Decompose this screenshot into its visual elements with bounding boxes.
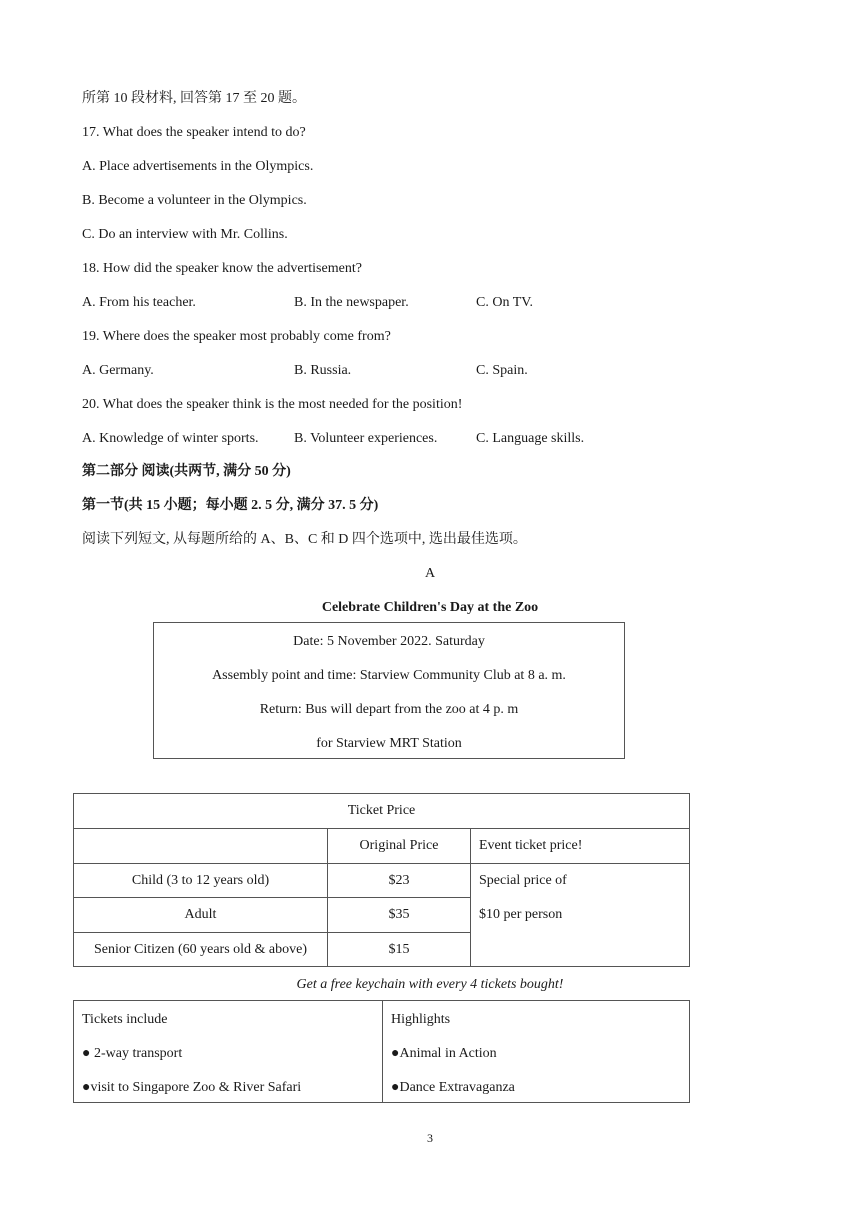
question-19-option-b: B. Russia. [294,363,352,378]
special-price-line1: Special price of [479,873,567,888]
question-17-option-c: C. Do an interview with Mr. Collins. [82,227,288,242]
tickets-include-cell [74,1001,383,1103]
question-17-option-a: A. Place advertisements in the Olympics. [82,159,314,174]
passage-label: A [424,566,436,581]
reading-instruction: 阅读下列短文, 从每题所给的 A、B、C 和 D 四个选项中, 选出最佳选项。 [82,532,527,547]
question-17-option-b: B. Become a volunteer in the Olympics. [82,193,307,208]
question-17-stem: 17. What does the speaker intend to do? [82,125,306,140]
special-price-line2: $10 per person [479,907,563,922]
promo-text: Get a free keychain with every 4 tickets bought! [296,977,564,992]
event-title: Celebrate Children's Day at the Zoo [321,600,539,615]
original-price-header: Original Price [328,829,471,864]
question-20-option-c: C. Language skills. [476,431,585,446]
ticket-table-title: Ticket Price [74,794,690,829]
question-18-option-a: A. From his teacher. [82,295,196,310]
row-label-child: Child (3 to 12 years old) [74,864,328,898]
part2-heading: 第二部分 阅读(共两节, 满分 50 分) [82,464,291,479]
price-senior: $15 [328,933,471,967]
page-number: 3 [427,1131,433,1145]
highlights-cell [383,1001,690,1103]
event-return-destination: for Starview MRT Station [316,736,462,751]
ticket-table-corner [74,829,328,864]
event-assembly: Assembly point and time: Starview Community Club at 8 a. m. [212,668,566,683]
highlight-item: ●Animal in Action [391,1046,497,1061]
special-price-cell [471,864,690,967]
question-19-option-c: C. Spain. [476,363,528,378]
question-18-stem: 18. How did the speaker know the advertisement? [82,261,362,276]
highlight-item: ●Dance Extravaganza [391,1080,515,1095]
event-date: Date: 5 November 2022. Saturday [293,634,485,649]
question-18-option-c: C. On TV. [476,295,534,310]
event-info-box [153,622,625,759]
question-19-stem: 19. Where does the speaker most probably come from? [82,329,391,344]
highlights-heading: Highlights [391,1012,451,1027]
row-label-senior: Senior Citizen (60 years old & above) [74,933,328,967]
question-20-stem: 20. What does the speaker think is the most needed for the position! [82,397,463,412]
ticket-price-table [73,793,690,967]
event-return: Return: Bus will depart from the zoo at 4 p. m [259,702,519,717]
tickets-include-heading: Tickets include [82,1012,168,1027]
question-20-option-b: B. Volunteer experiences. [294,431,438,446]
include-item: ●visit to Singapore Zoo & River Safari [82,1080,302,1095]
question-20-option-a: A. Knowledge of winter sports. [82,431,259,446]
include-item: ● 2-way transport [82,1046,183,1061]
ticket-info-table [73,1000,690,1103]
question-19-option-a: A. Germany. [82,363,154,378]
question-18-option-b: B. In the newspaper. [294,295,409,310]
event-price-header: Event ticket price! [471,829,690,864]
intro-text: 所第 10 段材料, 回答第 17 至 20 题。 [82,91,306,106]
price-adult: $35 [328,898,471,933]
row-label-adult: Adult [74,898,328,933]
price-child: $23 [328,864,471,898]
section1-heading: 第一节(共 15 小题；每小题 2. 5 分, 满分 37. 5 分) [82,498,379,513]
